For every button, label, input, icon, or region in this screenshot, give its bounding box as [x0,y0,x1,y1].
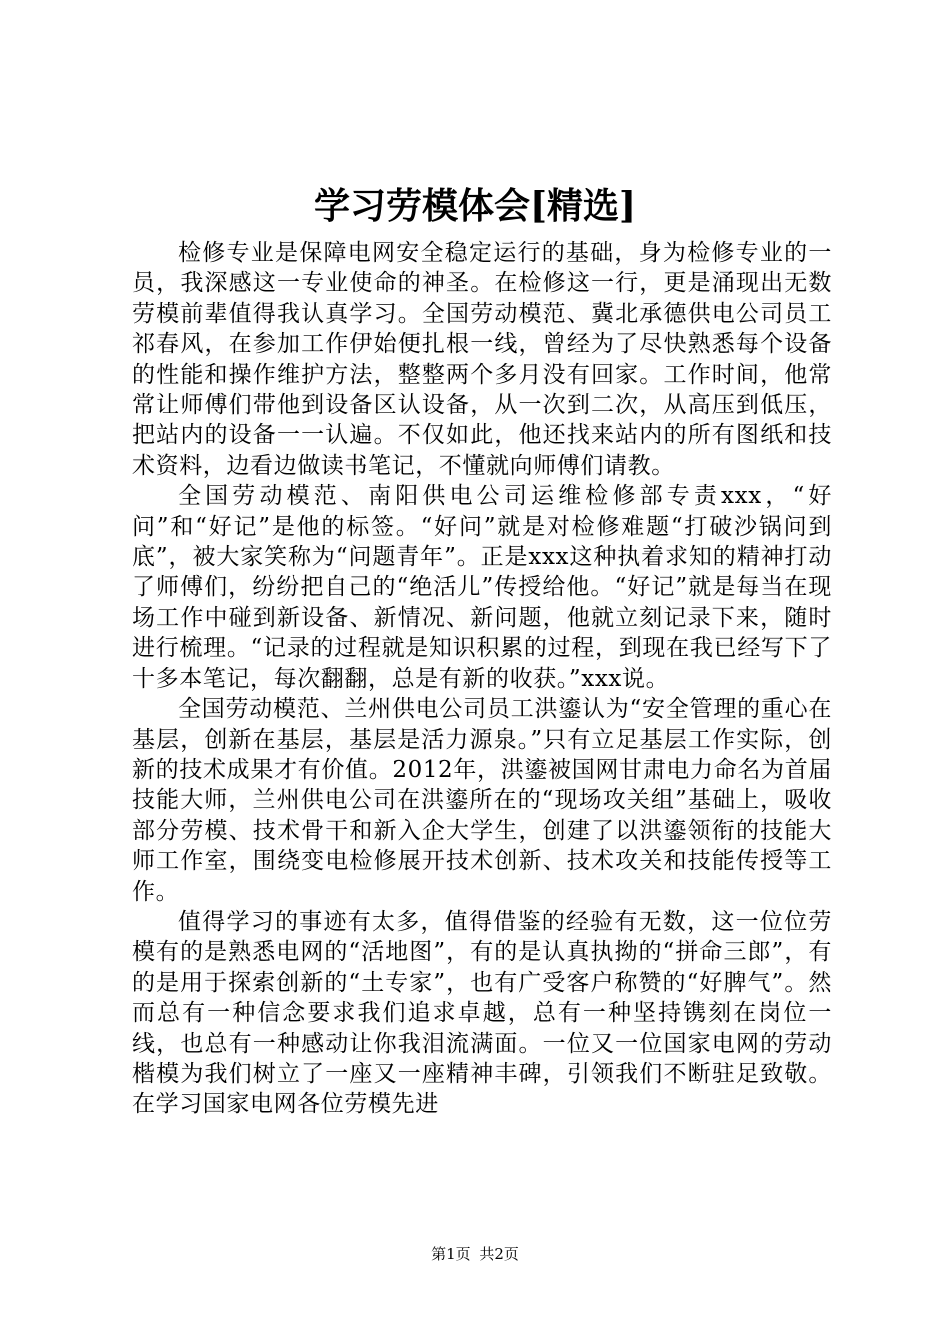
paragraph: 全国劳动模范、兰州供电公司员工洪鎏认为“安全管理的重心在基层，创新在基层，基层是活力源泉。”只有立足基层工作实际，创新的技术成果才有价值。2012年，洪鎏被国网甘肃电力命名为首届技能大师，兰州供电公司在洪鎏所在的“现场攻关组”基础上，吸收部分劳模、技术骨干和新入企大学生，创建了以洪鎏领衔的技能大师工作室，围绕变电检修展开技术创新、技术攻关和技能传授等工作。 [132,696,832,905]
paragraph: 检修专业是保障电网安全稳定运行的基础，身为检修专业的一员，我深感这一专业使命的神圣。在检修这一行，更是涌现出无数劳模前辈值得我认真学习。全国劳动模范、冀北承德供电公司员工祁春风，在参加工作伊始便扎根一线，曾经为了尽快熟悉每个设备的性能和操作维护方法，整整两个多月没有回家。工作时间，他常常让师傅们带他到设备区认设备，从一次到二次，从高压到低压，把站内的设备一一认遍。不仅如此，他还找来站内的所有图纸和技术资料，边看边做读书笔记，不懂就向师傅们请教。 [132,240,832,479]
page-number: 第1页 [431,1245,471,1263]
page-footer [0,1244,950,1264]
document-title: 学习劳模体会[精选] [313,185,637,227]
paragraph: 全国劳动模范、南阳供电公司运维检修部专责xxx，“好问”和“好记”是他的标签。“好问”就是对检修难题“打破沙锅问到底”，被大家笑称为“问题青年”。正是xxx这种执着求知的精神打动了师傅们，纷纷把自己的“绝活儿”传授给他。“好记”就是每当在现场工作中碰到新设备、新情况、新问题，他就立刻记录下来，随时进行梳理。“记录的过程就是知识积累的过程，到现在我已经写下了十多本笔记，每次翻翻，总是有新的收获。”xxx说。 [132,483,832,692]
paragraph: 值得学习的事迹有太多，值得借鉴的经验有无数，这一位位劳模有的是熟悉电网的“活地图”，有的是认真执拗的“拼命三郎”，有的是用于探索创新的“土专家”，也有广受客户称赞的“好脾气”。然而总有一种信念要求我们追求卓越，总有一种坚持镌刻在岗位一线，也总有一种感动让你我泪流满面。一位又一位国家电网的劳动楷模为我们树立了一座又一座精神丰碑，引领我们不断驻足致敬。在学习国家电网各位劳模先进 [132,908,832,1118]
document-body [132,238,832,1120]
page-total: 共2页 [479,1245,519,1263]
